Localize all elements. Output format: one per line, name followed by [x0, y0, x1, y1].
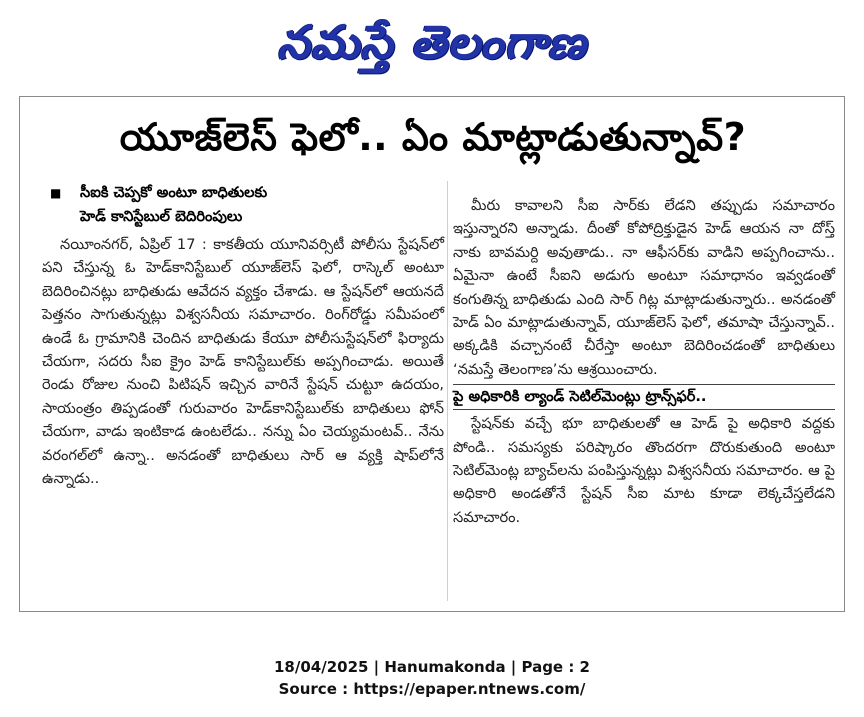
- masthead: [0, 0, 864, 96]
- subheading-line-2: హెడ్ కానిస్టేబుల్ బెదిరింపులు: [80, 208, 243, 225]
- article-clipping: [19, 96, 845, 612]
- footer-date-edition: 18/04/2025 | Hanumakonda | Page : 2: [273, 658, 590, 676]
- subheading-line-1: సీఐకి చెప్పకో అంటూ బాధితులకు: [80, 184, 268, 201]
- newspaper-logo: నమస్తే తెలంగాణ: [277, 15, 587, 69]
- right-body-text: మీరు కావాలని సీఐ సార్‌కు లేడని తప్పుడు సమాచారం ఇస్తున్నారని అన్నాడు. దీంతో కోపోద్రిక్తుడైన హెడ్ ఆయన నా దోస్త్ నాకు బావమర్ది అవుతాడు.. నా ఆఫీసర్‌కు వాడిని అప్పగించాను.. ఏమైనా ఉంటే సీఐని అడుగు అంటూ సమాధానం ఇవ్వడంతో కంగుతిన్న బాధితుడు ఎంది సార్ గిట్ల మాట్లాడుతున్నారు.. అనడంతో హెడ్ ఏం మాట్లాడుతున్నావ్, యూజ్‌లెస్ ఫెలో, తమాషా చేస్తున్నావ్.. అక్కడికి వచ్చానంటే చీరేస్తా అంటూ బెదిరించడంతో బాధితులు ‘నమస్తే తెలంగాణ’ను ఆశ్రయించారు.: [453, 197, 835, 378]
- column-divider: [447, 181, 448, 601]
- right-column: [453, 194, 835, 529]
- right-body-text-2: స్టేషన్‌కు వచ్చే భూ బాధితులతో ఆ హెడ్ పై అధికారి వద్దకు పోండి.. సమస్యకు పరిష్కారం తొందరగా దొరుకుతుంది అంటూ సెటిల్‌మెంట్ల బ్యాచ్‌లను పంపిస్తున్నట్లు విశ్వసనీయ సమాచారం. ఆ పై అధికారి అండతోనే స్టేషన్ సీఐ మాట కూడా లెక్కచేస్తలేడని సమాచారం.: [453, 415, 835, 526]
- subheading: [42, 181, 444, 205]
- square-bullet-icon: ■: [50, 186, 62, 200]
- footer-source: Source : https://epaper.ntnews.com/: [278, 680, 586, 698]
- article-headline: యూజ్‌లెస్ ఫెలో.. ఏం మాట్లాడుతున్నావ్?: [119, 115, 747, 159]
- right-subheading: పై అధికారికి ల్యాండ్ సెటిల్‌మెంట్లు ట్రాన్స్‌ఫర్..: [453, 384, 835, 410]
- left-column: [42, 181, 444, 490]
- left-body-text: నయీంనగర్, ఏప్రిల్ 17 : కాకతీయ యూనివర్సిటీ పోలీసు స్టేషన్‌లో పని చేస్తున్న ఓ హెడ్‌కానిస్టేబుల్ యూజ్‌లెస్ ఫెలో, రాస్కెల్ అంటూ బెదిరించినట్లు బాధితుడు ఆవేదన వ్యక్తం చేశాడు. ఆ స్టేషన్‌లో ఆయనదే పెత్తనం సాగుతున్నట్లు విశ్వసనీయ సమాచారం. రింగ్‌రోడ్డు సమీపంలో ఉండే ఓ గ్రామానికి చెందిన బాధితుడు కేయూ పోలీసుస్టేషన్‌లో ఫిర్యాదు చేయగా, సదరు సీఐ క్రైం హెడ్ కానిస్టేబుల్‌కు అప్పగించాడు. అయితే రెండు రోజుల నుంచి పిటిషన్ ఇచ్చిన వారినే స్టేషన్ చుట్టూ ఉదయం, సాయంత్రం తిప్పడంతో గురువారం హెడ్‌కానిస్టేబుల్‌కు బాధితులు ఫోన్ చేయగా, వాడు ఇంటికాడ ఉంటలేడు.. నన్ను ఏం చెయ్యమంటవ్.. నేను వరంగల్‌లో ఉన్నా.. అనడంతో బాధితులు సార్ ఆ వ్యక్తి షాప్‌లోనే ఉన్నాడు..: [42, 236, 444, 488]
